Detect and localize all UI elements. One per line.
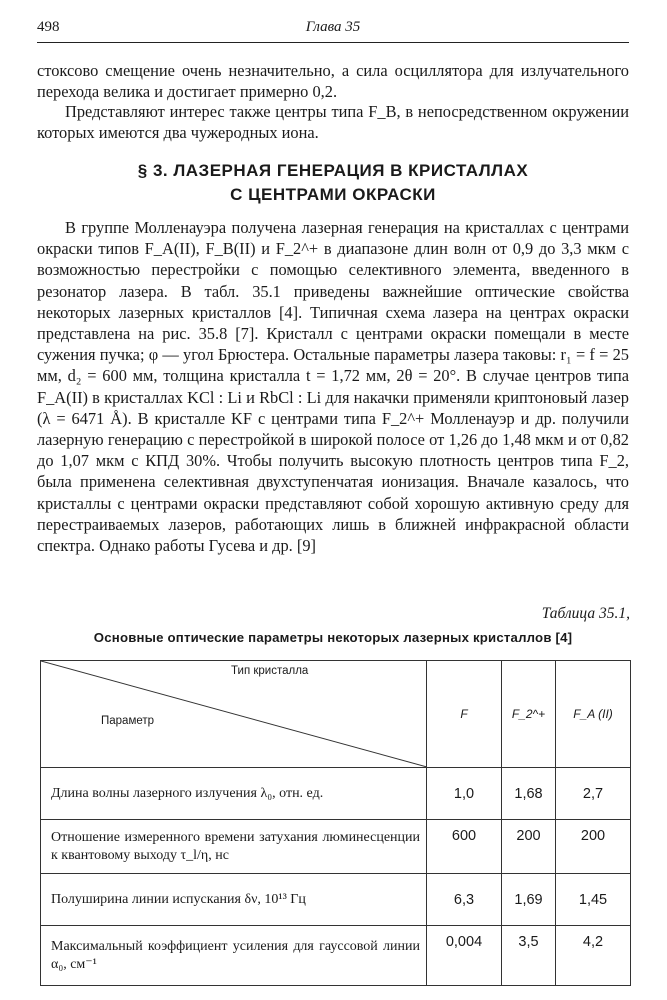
row-label: Полуширина линии испускания δν, 10¹³ Гц (41, 874, 427, 926)
table-row (41, 874, 631, 926)
corner-crystal-type: Тип кристалла (231, 665, 309, 677)
cell-value: 600 (427, 820, 502, 874)
cell-value: 1,0 (427, 768, 502, 820)
cell-value: 200 (502, 820, 556, 874)
table-row (41, 820, 631, 874)
cell-value: 3,5 (502, 926, 556, 986)
row-label: Отношение измеренного времени затухания люминесценции к квантовому выходу τ_l/η, нс (41, 820, 427, 874)
corner-parameter: Параметр (101, 715, 155, 727)
page-header (37, 18, 629, 43)
table-title: Основные оптические параметры некоторых лазерных кристаллов [4] (93, 630, 573, 645)
cell-value: 0,004 (427, 926, 502, 986)
column-header-fa-ii: F_A (II) (556, 661, 631, 768)
cell-value: 1,45 (556, 874, 631, 926)
column-header-f: F (427, 661, 502, 768)
page-number: 498 (37, 19, 60, 35)
table-corner-cell (41, 661, 427, 768)
cell-value: 6,3 (427, 874, 502, 926)
paragraph-2: Представляют интерес также центры типа F_B, в непосредственном окружении которых имеются два чужеродных иона. (37, 102, 629, 143)
paragraph-1: стоксово смещение очень незначительно, а сила осциллятора для излучательного перехода велика и достигает примерно 0,2. (37, 61, 629, 102)
section-heading (37, 159, 629, 207)
section-heading-line-1: § 3. ЛАЗЕРНАЯ ГЕНЕРАЦИЯ В КРИСТАЛЛАХ (137, 161, 529, 180)
table-header-row (41, 661, 631, 768)
cell-value: 1,69 (502, 874, 556, 926)
row-label: Длина волны лазерного излучения λ₀, отн. ед. (41, 768, 427, 820)
cell-value: 1,68 (502, 768, 556, 820)
table-row (41, 768, 631, 820)
cell-value: 2,7 (556, 768, 631, 820)
column-header-f2-plus: F_2^+ (502, 661, 556, 768)
paragraph-3: В группе Молленауэра получена лазерная генерация на кристаллах с центрами окраски типов F_A(II), F_B(II) и F_2^+ в диапазоне длин волн от 0,9 до 3,3 мкм с возможностью перестройки с помощью селективного элемента, введенного в резонатор лазера. В табл. 35.1 приведены важнейшие оптические свойства некоторых лазерных кристаллов [4]. Типичная схема лазера на центрах окраски представлена на рис. 35.8 [7]. Кристалл с центрами окраски помещали в месте сужения пучка; φ — угол Брюстера. Остальные параметры лазера таковы: r₁ = f = 25 мм, d₂ = 600 мм, толщина кристалла t = 1,72 мм, 2θ = 20°. В случае центров типа F_A(II) в кристаллах KCl : Li и RbCl : Li для накачки применяли криптоновый лазер (λ = 6471 Å). В кристалле KF с центрами типа F_2^+ Молленауэр и др. получили лазерную генерацию с перестройкой в широкой полосе от 1,26 до 1,48 мкм и от 0,82 до 1,07 мкм с КПД 30%. Чтобы получить высокую плотность центров типа F_2, была применена селективная двухступенчатая ионизация. Вначале казалось, что кристаллы с центрами окраски представляют собой хорошую активную среду для перестраиваемых лазеров, работающих лишь в ближней инфракрасной области спектра. Однако работы Гусева и др. [9] (37, 218, 629, 556)
section-heading-line-2: С ЦЕНТРАМИ ОКРАСКИ (230, 185, 436, 204)
row-label: Максимальный коэффициент усиления для гауссовой линии α₀, см⁻¹ (41, 926, 427, 986)
table-row (41, 926, 631, 986)
chapter-title: Глава 35 (305, 19, 361, 35)
cell-value: 200 (556, 820, 631, 874)
table-label: Таблица 35.1, (541, 605, 630, 622)
cell-value: 4,2 (556, 926, 631, 986)
parameters-table (40, 660, 631, 986)
